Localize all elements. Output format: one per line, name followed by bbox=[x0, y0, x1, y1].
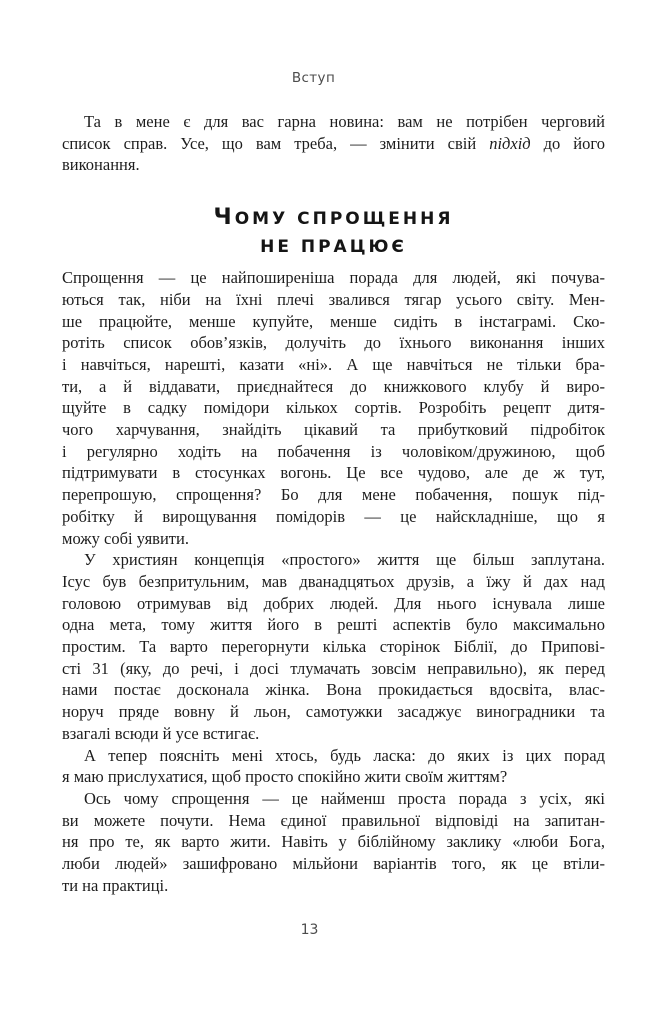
body-paragraphs bbox=[62, 267, 605, 896]
text-line: Ось чому спрощення — це найменш проста порада з усіх, які bbox=[84, 788, 605, 808]
text-line: ються так, ніби на їхні плечі звалився тягар усього світу. Мен- bbox=[62, 289, 605, 309]
paragraph bbox=[62, 549, 605, 744]
page-number: 13 bbox=[300, 922, 319, 938]
text-line: У християн концепція «простого» життя ще більш заплутана. bbox=[84, 550, 605, 570]
intro-paragraph bbox=[62, 111, 605, 176]
page-body bbox=[62, 111, 605, 897]
section-heading bbox=[62, 203, 605, 261]
text-line: Ісус був безпритульним, мав дванадцятьох друзів, а їжу й дах над bbox=[62, 571, 605, 591]
section-heading-line: НЕ ПРАЦЮЄ bbox=[260, 237, 407, 258]
text-line: сті 31 (яку, до речі, і досі тлумачать зовсім неправильно), як перед bbox=[62, 658, 605, 678]
text-line: і навчіться, нарешті, казати «ні». А ще навчіться не тільки бра- bbox=[62, 354, 605, 374]
italic-word: підхід bbox=[489, 133, 531, 153]
text-line: підтримувати в стосунках вогонь. Це все чудово, але де ж тут, bbox=[62, 463, 605, 483]
text-line: перепрошую, спрощення? Бо для мене побачення, пошук під- bbox=[62, 485, 605, 505]
text-line: нами постає досконала жінка. Вона прокидається вдосвіта, влас- bbox=[62, 680, 605, 700]
text-line: ви можете почути. Нема єдиної правильної відповіді на запитан- bbox=[62, 810, 605, 830]
text-line: ротіть список обов’язків, долучіть до їхнього виконання інших bbox=[62, 333, 605, 353]
text-line: я маю прислухатися, щоб просто спокійно жити своїм життям? bbox=[62, 767, 508, 787]
text-line: ти, а й віддавати, приєднайтеся до книжкового клубу й виро- bbox=[62, 376, 605, 396]
paragraph bbox=[62, 745, 605, 788]
text-line: список справ. Усе, що вам треба, — змінити свій підхід до його bbox=[62, 133, 605, 153]
text-line: головою отримував від добрих людей. Для нього існувала лише bbox=[62, 593, 605, 613]
text-line: Та в мене є для вас гарна новина: вам не потрібен черговий bbox=[84, 112, 605, 131]
text-line: щуйте в садку помідори кількох сортів. Розробіть рецепт дитя- bbox=[62, 398, 605, 418]
text-line: простим. Та варто перегорнути кілька сторінок Біблії, до Припові- bbox=[62, 637, 605, 657]
text-line: Спрощення — це найпоширеніша порада для людей, які почува- bbox=[62, 268, 605, 288]
text-line: одна мета, тому життя його в решті аспектів було максимально bbox=[62, 615, 605, 635]
text-line: ше працюйте, менше купуйте, менше сидіть в інстаграмі. Ско- bbox=[62, 311, 605, 331]
text-line: люби людей» зашифровано мільйони варіантів того, як це втіли- bbox=[62, 854, 605, 874]
text-line: взагалі всюди й усе встигає. bbox=[62, 723, 260, 743]
text-line: норуч пряде вовну й льон, самотужки засаджує виноградники та bbox=[62, 702, 605, 722]
section-heading-line: ЧОМУ СПРОЩЕННЯ bbox=[213, 204, 454, 231]
paragraph bbox=[62, 267, 605, 549]
text-line: чого харчування, знайдіть цікавий та прибутковий підробіток bbox=[62, 420, 605, 440]
text-line: і регулярно ходіть на побачення із чоловіком/дружиною, щоб bbox=[62, 441, 605, 461]
paragraph bbox=[62, 788, 605, 897]
running-head: Вступ bbox=[291, 70, 336, 86]
text-line: ти на практиці. bbox=[62, 875, 169, 895]
text-line: А тепер поясніть мені хтось, будь ласка: до яких із цих порад bbox=[84, 745, 605, 765]
text-line: можу собі уявити. bbox=[62, 528, 189, 548]
text-line: робітку й вирощування помідорів — це найскладніше, що я bbox=[62, 506, 605, 526]
text-line: ня про те, як варто жити. Навіть у біблійному заклику «люби Бога, bbox=[62, 832, 605, 852]
text-line: виконання. bbox=[62, 155, 140, 175]
